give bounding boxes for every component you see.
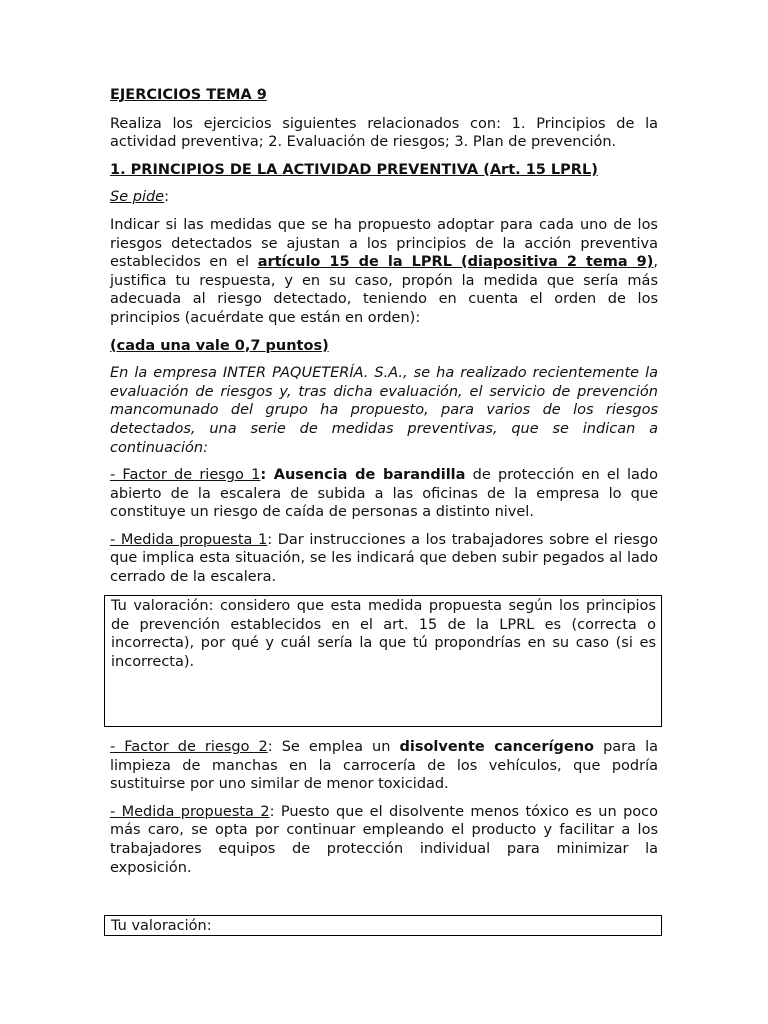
medida-1-text: : Dar instrucciones a los trabajadores sobre el riesgo que implica esta situación, se les indicará que deben subir pegados al lado cerrado de la escalera. <box>110 531 658 586</box>
scenario-paragraph: En la empresa INTER PAQUETERÍA. S.A., se ha realizado recientemente la evaluación de riesgos y, tras dicha evaluación, el servicio de prevención mancomunado del grupo ha propuesto, para varios de los riesgos detectados, una serie de medidas preventivas, que se indican a continuación: <box>110 365 658 456</box>
se-pide-colon: : <box>164 189 169 206</box>
instructions-paragraph <box>110 216 658 328</box>
medida-1-paragraph <box>110 531 658 587</box>
intro-paragraph: Realiza los ejercicios siguientes relacionados con: 1. Principios de la actividad preventiva; 2. Evaluación de riesgos; 3. Plan de prevención. <box>110 115 658 151</box>
factor-1-bold: Ausencia de barandilla <box>266 467 466 484</box>
answer-box-1-text: Tu valoración: considero que esta medida propuesta según los principios de prevención establecidos en el art. 15 de la LPRL es (correcta o incorrecta), por qué y cuál sería la que tú propondrías en su caso (si es incorrecta). <box>111 598 656 670</box>
factor-1-paragraph <box>110 466 658 522</box>
factor-2-bold: disolvente cancerígeno <box>399 739 595 755</box>
answer-box-2[interactable] <box>104 915 662 936</box>
factor-1-text: de protección en el lado abierto de la escalera de subida a las oficinas de la empresa lo que constituye un riesgo de caída de personas a distinto nivel. <box>110 467 658 521</box>
instructions-article-ref: artículo 15 de la LPRL (diapositiva 2 tema 9) <box>257 254 654 271</box>
se-pide-line <box>110 188 658 207</box>
section-heading: 1. PRINCIPIOS DE LA ACTIVIDAD PREVENTIVA (Art. 15 LPRL) <box>110 161 598 178</box>
se-pide-label: Se pide <box>110 189 165 206</box>
medida-2-text: : Puesto que el disolvente menos tóxico es un poco más caro, se opta por continuar empleando el producto y facilitar a los trabajadores equipos de protección individual para minimizar la exposición. <box>110 803 659 876</box>
factor-2-pre: : Se emplea un <box>267 739 400 755</box>
factor-1-label: - Factor de riesgo 1 <box>110 467 261 484</box>
instructions-text-2: , justifica tu respuesta, y en su caso, propón la medida que sería más adecuada al riesgo detectado, teniendo en cuenta el orden de los principios (acuérdate que están en orden): <box>110 254 659 326</box>
document-title: EJERCICIOS TEMA 9 <box>110 87 267 103</box>
answer-box-2-text: Tu valoración: <box>111 918 212 934</box>
document-body-2 <box>110 738 658 877</box>
factor-1-colon: : <box>260 467 267 484</box>
answer-box-1[interactable] <box>104 595 662 727</box>
factor-2-label: - Factor de riesgo 2 <box>110 739 268 755</box>
factor-2-text: para la limpieza de manchas en la carrocería de los vehículos, que podría sustituirse por uno similar de menor toxicidad. <box>110 739 658 793</box>
medida-1-label: - Medida propuesta 1 <box>110 531 268 548</box>
factor-2-paragraph <box>110 738 658 794</box>
instructions-text-1: Indicar si las medidas que se ha propuesto adoptar para cada uno de los riesgos detectados se ajustan a los principios de la acción preventiva establecidos en el <box>110 216 658 271</box>
medida-2-label: - Medida propuesta 2 <box>110 803 270 820</box>
points-note: (cada una vale 0,7 puntos) <box>110 337 329 354</box>
document-body <box>110 84 658 587</box>
medida-2-paragraph <box>110 803 658 877</box>
